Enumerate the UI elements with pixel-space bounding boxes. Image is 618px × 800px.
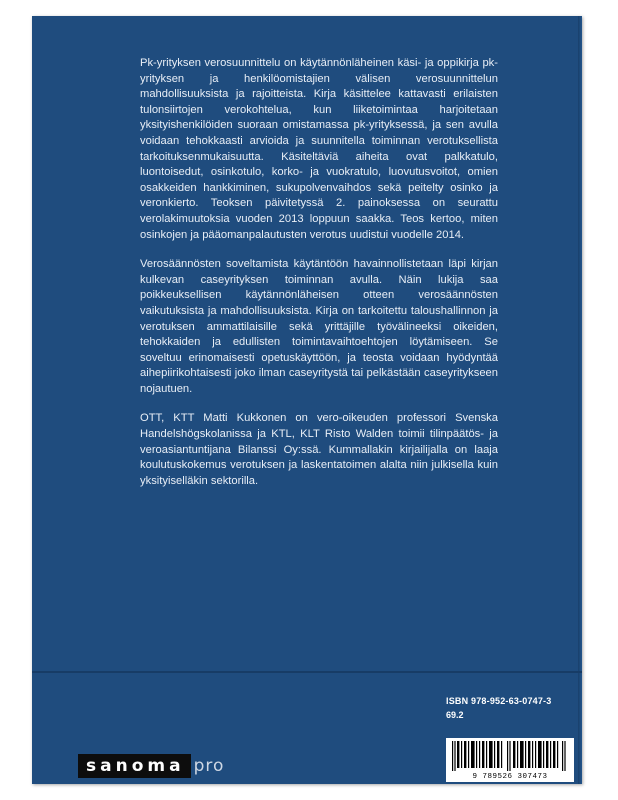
blurb-paragraph-description: Pk-yrityksen verosuunnittelu on käytännönläheinen käsi- ja oppikirja pk-yrityksen ja henkilöomistajien välisen verosuunnittelun mahdollisuuksista ja rajoitteista. Kirja käsittelee kattavasti erilaisten tulonsiirtojen verokohtelua, kun liiketoimintaa harjoitetaan yksityishenkilöiden suoraan omistamassa pk-yrityksessä, ja sen avulla voidaan tehokkaasti arvioida ja suunnitella toiminnan verotuksellista tarkoituksenmukaisuutta. Käsiteltäviä aiheita ovat palkkatulo, luontoisedut, osinkotulo, korko- ja vuokratulo, luovutusvoitot, omien osakkeiden hankkiminen, sukupolvenvaihdos sekä peitelty osinko ja veronkierto. Teoksen päivitetyssä 2. painoksessa on seurattu verolakimuutoksia vuoden 2013 loppuun saakka. Teos kertoo, miten osinkojen ja pääomanpalautusten verotus uudistui vuodelle 2014. [140,57,498,241]
publisher-logo-main: sanoma [78,754,191,778]
cover-edge [578,16,582,784]
book-back-cover [32,16,582,784]
barcode-digits: 9 789526 307473 [472,773,548,781]
cover-blurb [140,56,498,503]
publisher-logo [78,754,224,778]
isbn-block [446,696,572,720]
publisher-logo-sub: pro [193,756,225,776]
blurb-paragraph-usage: Verosäännösten soveltamista käytäntöön havainnollistetaan läpi kirjan kulkevan caseyrityksen toiminnan avulla. Näin lukija saa poikkeuksellisen käytännönläheisen otteen verosäännösten vaikutuksista ja mahdollisuuksista. Kirja on tarkoitettu taloushallinnon ja verotuksen ammattilaisille sekä yrittäjille työvälineeksi oikeiden, tehokkaiden ja edullisten toimintavaihtoehtojen löytämiseen. Se soveltuu erinomaisesti opetuskäyttöön, ja teosta voidaan hyödyntää aihepiirikohtaisesti joko ilman caseyritystä tai pelkästään caseyritykseen nojautuen. [140,258,498,395]
isbn-number: ISBN 978-952-63-0747-3 [446,696,552,706]
price-code: 69.2 [446,710,464,720]
barcode-bars [452,741,568,771]
barcode [446,738,574,782]
blurb-paragraph-authors: OTT, KTT Matti Kukkonen on vero-oikeuden professori Svenska Handelshögskolanissa ja KTL, KLT Risto Walden toimii tilinpäätös- ja veroasiantuntijana Bilanssi Oy:ssä. Kummallakin kirjailijalla on laaja koulutuskokemus verotuksen ja laskentatoimen alalta niin julkisella kuin yksityiselläkin sektorilla. [140,412,498,487]
cover-fold-line [32,671,582,673]
